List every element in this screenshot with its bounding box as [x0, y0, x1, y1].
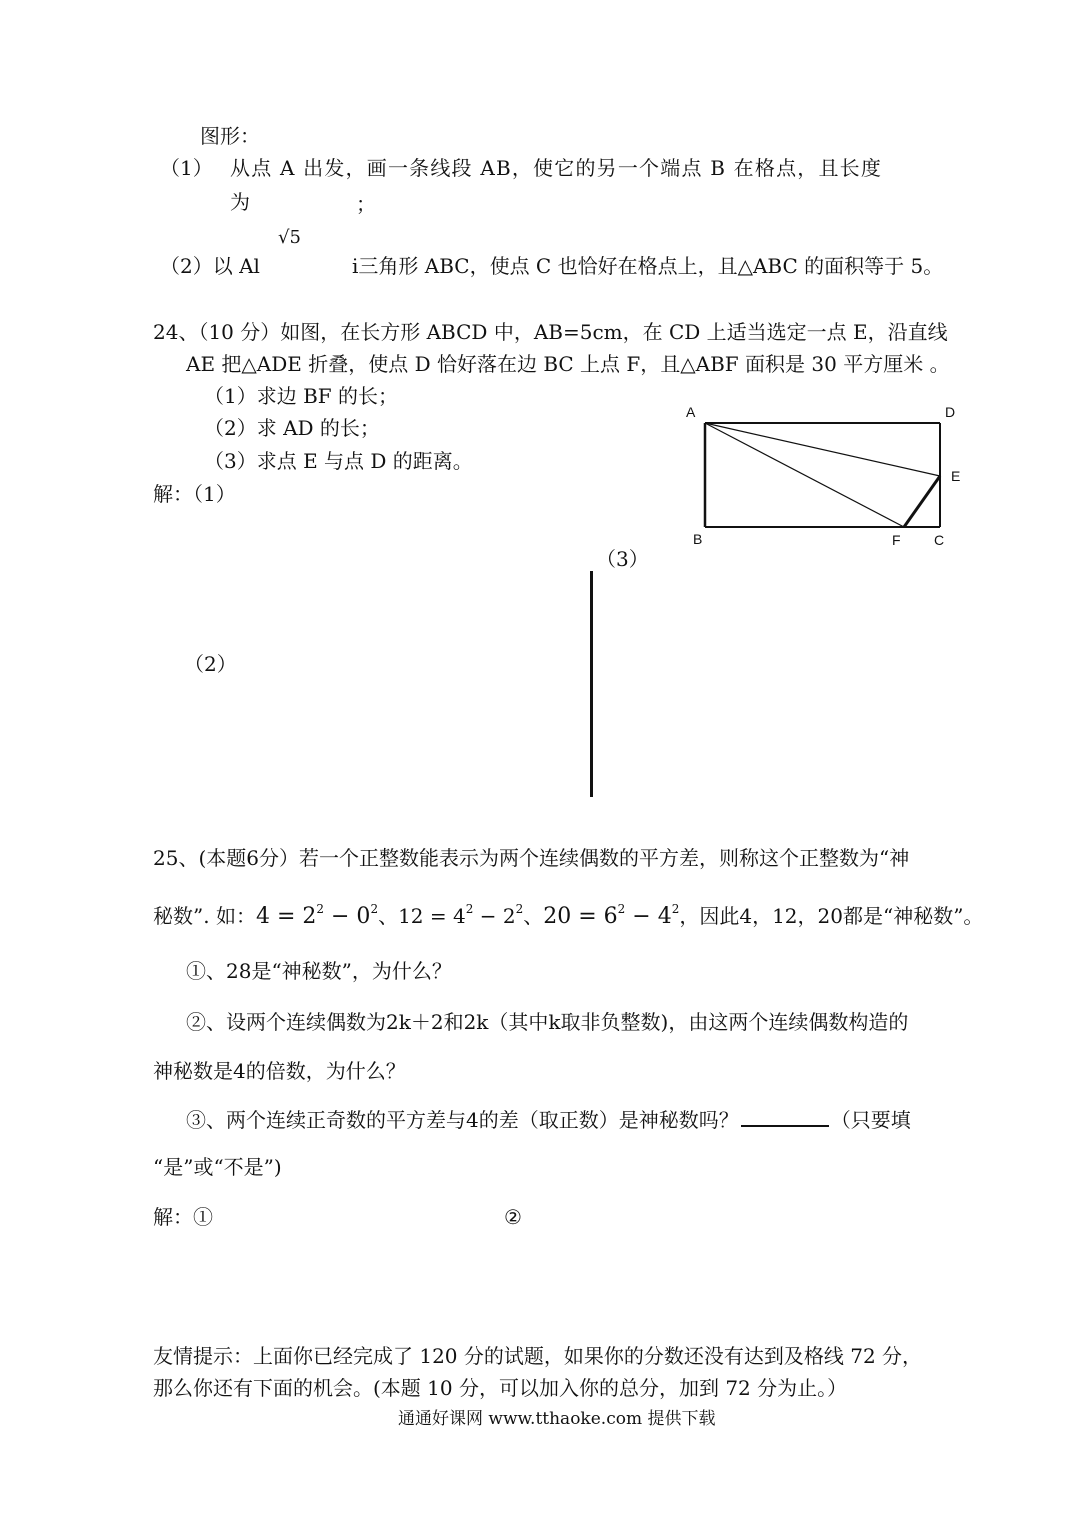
q23-part1-number: （1） [160, 156, 213, 180]
q25-line2: 秘数”. 如：$4 = 2^2 - 0^2$、$12 = 4^2 - 2^2$、$20 = 6^2 - 4^2$，因此4，12，20都是“神秘数”。 [153, 902, 984, 929]
q25-question2: ②、设两个连续偶数为2k＋2和2k（其中k取非负整数)，由这两个连续偶数构造的 [186, 1010, 909, 1034]
q25-answer-blank[interactable] [741, 1125, 829, 1127]
q25-question3-cont: “是”或“不是”) [153, 1155, 282, 1179]
q24-sub2: （2）求 AD 的长； [204, 416, 380, 440]
fig-label-b: B [693, 531, 703, 547]
fig-label-e: E [951, 468, 961, 484]
q25-question3: ③、两个连续正奇数的平方差与4的差（取正数）是神秘数吗？ （只要填 [186, 1108, 911, 1132]
q25-line1: 25、(本题6分）若一个正整数能表示为两个连续偶数的平方差，则称这个正整数为“神 [153, 846, 910, 870]
fig-label-d: D [945, 404, 956, 420]
q23-part1-end: ； [356, 192, 376, 216]
q23-part1-text: 从点 A 出发，画一条线段 AB，使它的另一个端点 B 在格点，且长度 [230, 156, 883, 180]
q25-eq2: $12 = 4^2 - 2^2$ [398, 902, 524, 928]
q24-answer-label-3: （3） [596, 547, 649, 571]
q25-line2-intro: 秘数”. 如： [153, 904, 256, 928]
q25-eq3: $20 = 6^2 - 4^2$ [543, 902, 680, 929]
q25-question1: ①、28是“神秘数”，为什么？ [186, 959, 452, 983]
q24-answer-label-2: （2） [184, 652, 237, 676]
fig-label-a: A [686, 404, 696, 420]
q24-line1: 24、（10 分）如图，在长方形 ABCD 中，AB=5cm，在 CD 上适当选定一点 E，沿直线 [153, 320, 948, 344]
q23-header: 图形： [200, 124, 260, 148]
q25-question2-cont: 神秘数是4的倍数，为什么？ [153, 1059, 406, 1083]
q23-part1-continuation: 为 [230, 190, 250, 214]
rectangle-fold-figure [680, 400, 980, 560]
fig-line-ae [705, 423, 940, 476]
q24-sub1: （1）求边 BF 的长； [204, 384, 399, 408]
footer-tip-line2: 那么你还有下面的机会。(本题 10 分，可以加入你的总分，加到 72 分为止。） [153, 1376, 848, 1400]
q25-line2-tail: ，因此4，12，20都是“神秘数”。 [679, 904, 984, 928]
answer-divider [590, 571, 593, 797]
q25-eq1: $4 = 2^2 - 0^2$ [255, 902, 379, 929]
footer-source: 通通好课网 www.tthaoke.com 提供下载 [398, 1409, 716, 1429]
fig-label-c: C [934, 532, 945, 548]
q25-answer-1: 解：① [153, 1205, 213, 1229]
q25-answer-2: ② [504, 1205, 522, 1229]
q23-sqrt-label: √5 [278, 227, 301, 248]
q24-answer-start: 解：（1） [153, 482, 236, 506]
fig-label-f: F [892, 532, 901, 548]
q23-part2-start: （2）以 Al [160, 254, 260, 278]
q24-line2: AE 把△ADE 折叠，使点 D 恰好落在边 BC 上点 F，且△ABF 面积是 30 平方厘米 。 [186, 352, 950, 376]
q23-part2-rest: i三角形 ABC，使点 C 也恰好在格点上，且△ABC 的面积等于 5。 [352, 254, 944, 278]
footer-tip-line1: 友情提示：上面你已经完成了 120 分的试题，如果你的分数还没有达到及格线 72 分， [153, 1344, 923, 1368]
fig-line-fe [904, 476, 940, 527]
q24-sub3: （3）求点 E 与点 D 的距离。 [204, 449, 473, 473]
fig-line-af [705, 423, 904, 527]
